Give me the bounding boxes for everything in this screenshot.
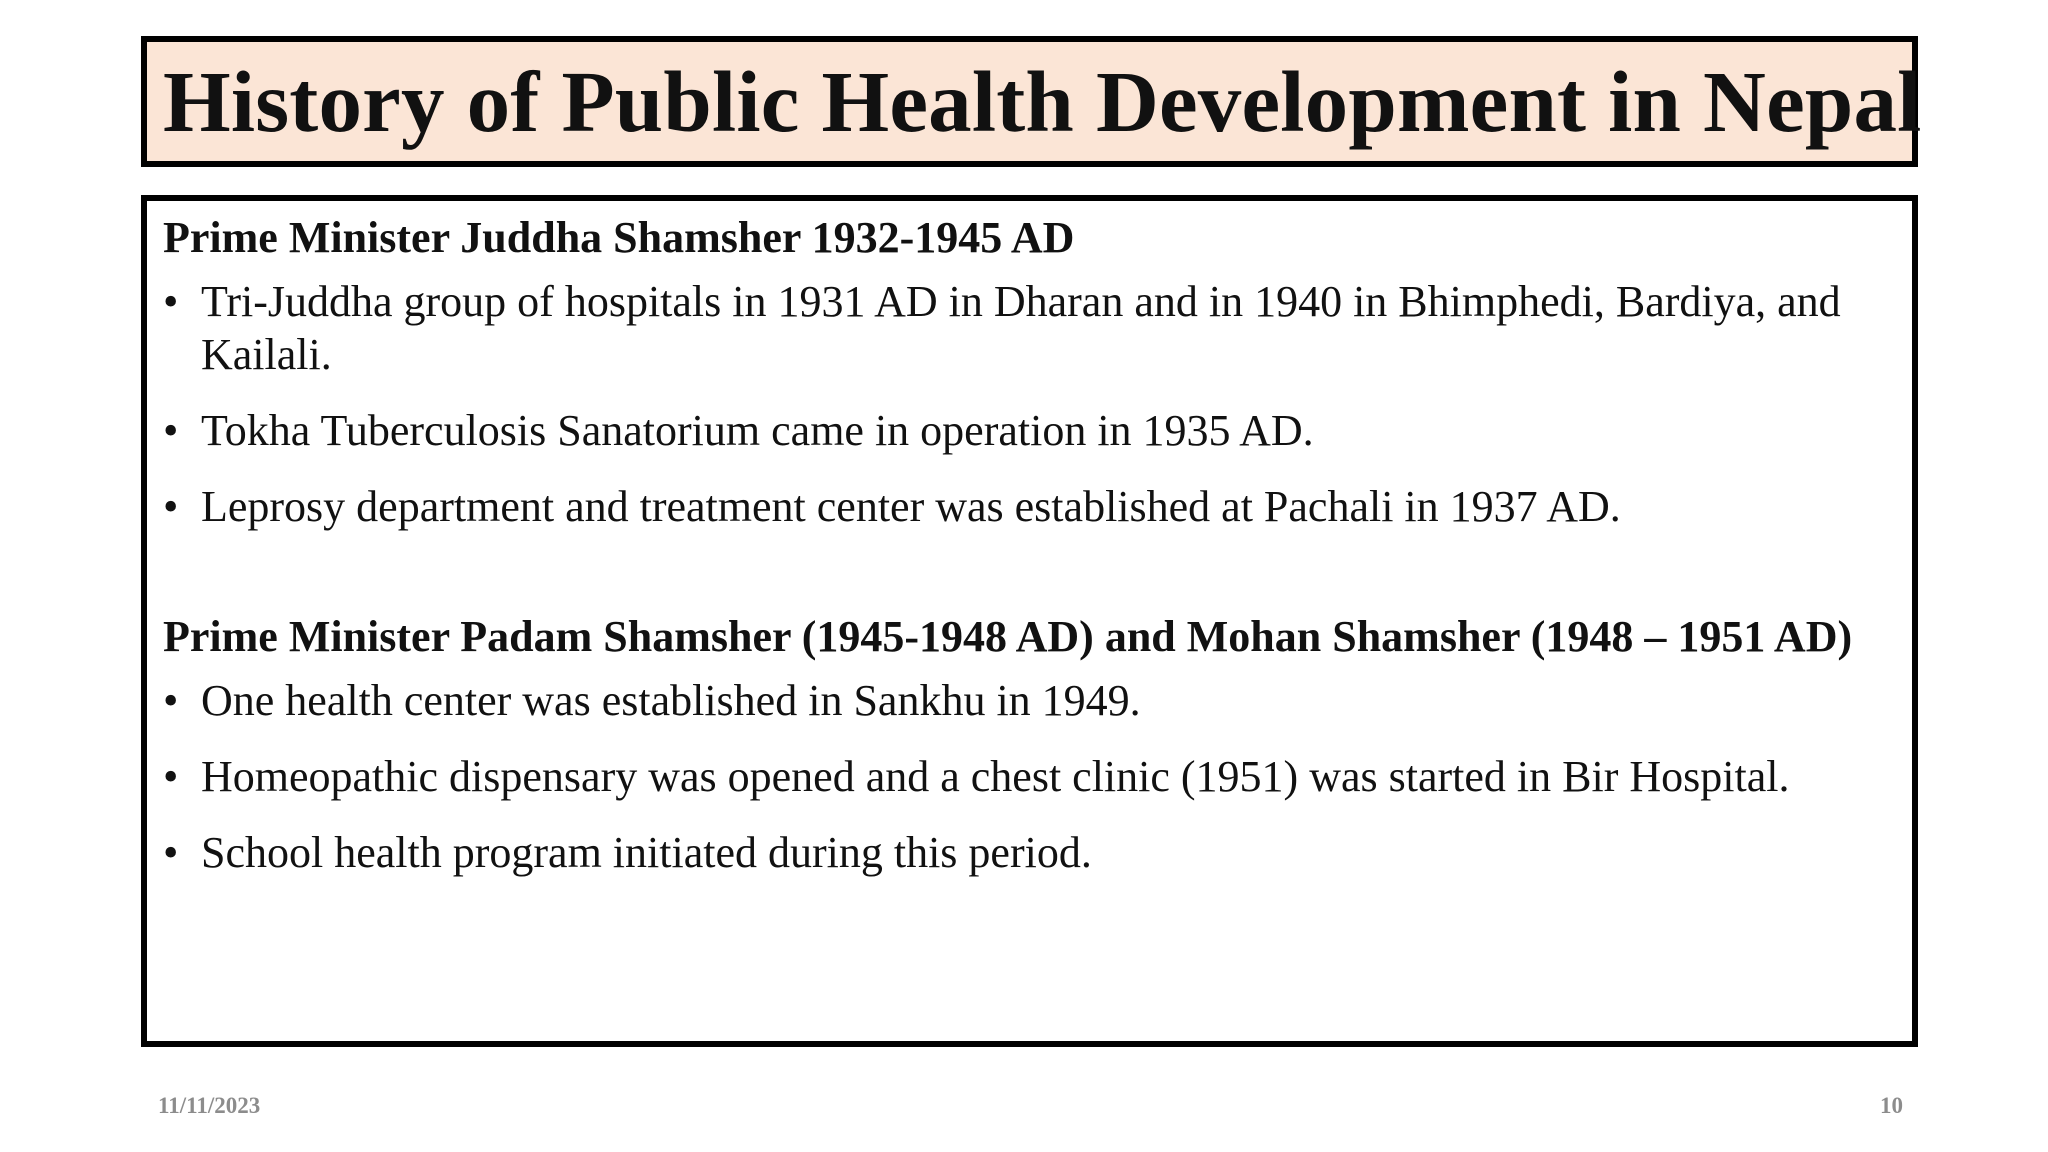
section-spacer xyxy=(163,556,1872,610)
bullet-list xyxy=(163,275,1872,533)
section-heading: Prime Minister Juddha Shamsher 1932-1945 AD xyxy=(163,213,1075,262)
bullet-icon: • xyxy=(163,277,179,326)
bullet-text: Leprosy department and treatment center was established at Pachali in 1937 AD. xyxy=(201,482,1621,531)
list-item xyxy=(163,674,1872,727)
list-item xyxy=(163,826,1872,879)
section-heading: Prime Minister Padam Shamsher (1945-1948 AD) and Mohan Shamsher (1948 – 1951 AD) xyxy=(163,612,1853,661)
list-item xyxy=(163,275,1872,381)
list-item xyxy=(163,750,1872,803)
bullet-icon: • xyxy=(163,828,179,877)
list-item xyxy=(163,480,1872,533)
bullet-icon: • xyxy=(163,406,179,455)
bullet-icon: • xyxy=(163,676,179,725)
bullet-icon: • xyxy=(163,482,179,531)
section-padam-mohan xyxy=(163,610,1872,879)
page-number: 10 xyxy=(1880,1093,1903,1118)
bullet-icon: • xyxy=(163,752,179,801)
bullet-text: Tri-Juddha group of hospitals in 1931 AD in Dharan and in 1940 in Bhimphedi, Bardiya, and Kailali. xyxy=(201,277,1841,379)
title-box xyxy=(141,36,1922,167)
bullet-text: One health center was established in Sankhu in 1949. xyxy=(201,676,1141,725)
content-box xyxy=(141,195,1918,1047)
bullet-list xyxy=(163,674,1872,879)
bullet-text: School health program initiated during this period. xyxy=(201,828,1092,877)
footer-date: 11/11/2023 xyxy=(158,1093,261,1118)
slide-title: History of Public Health Development in Nepal xyxy=(163,53,1922,150)
list-item xyxy=(163,404,1872,457)
section-juddha xyxy=(163,211,1872,533)
bullet-text: Tokha Tuberculosis Sanatorium came in operation in 1935 AD. xyxy=(201,406,1314,455)
bullet-text: Homeopathic dispensary was opened and a chest clinic (1951) was started in Bir Hospital. xyxy=(201,752,1790,801)
